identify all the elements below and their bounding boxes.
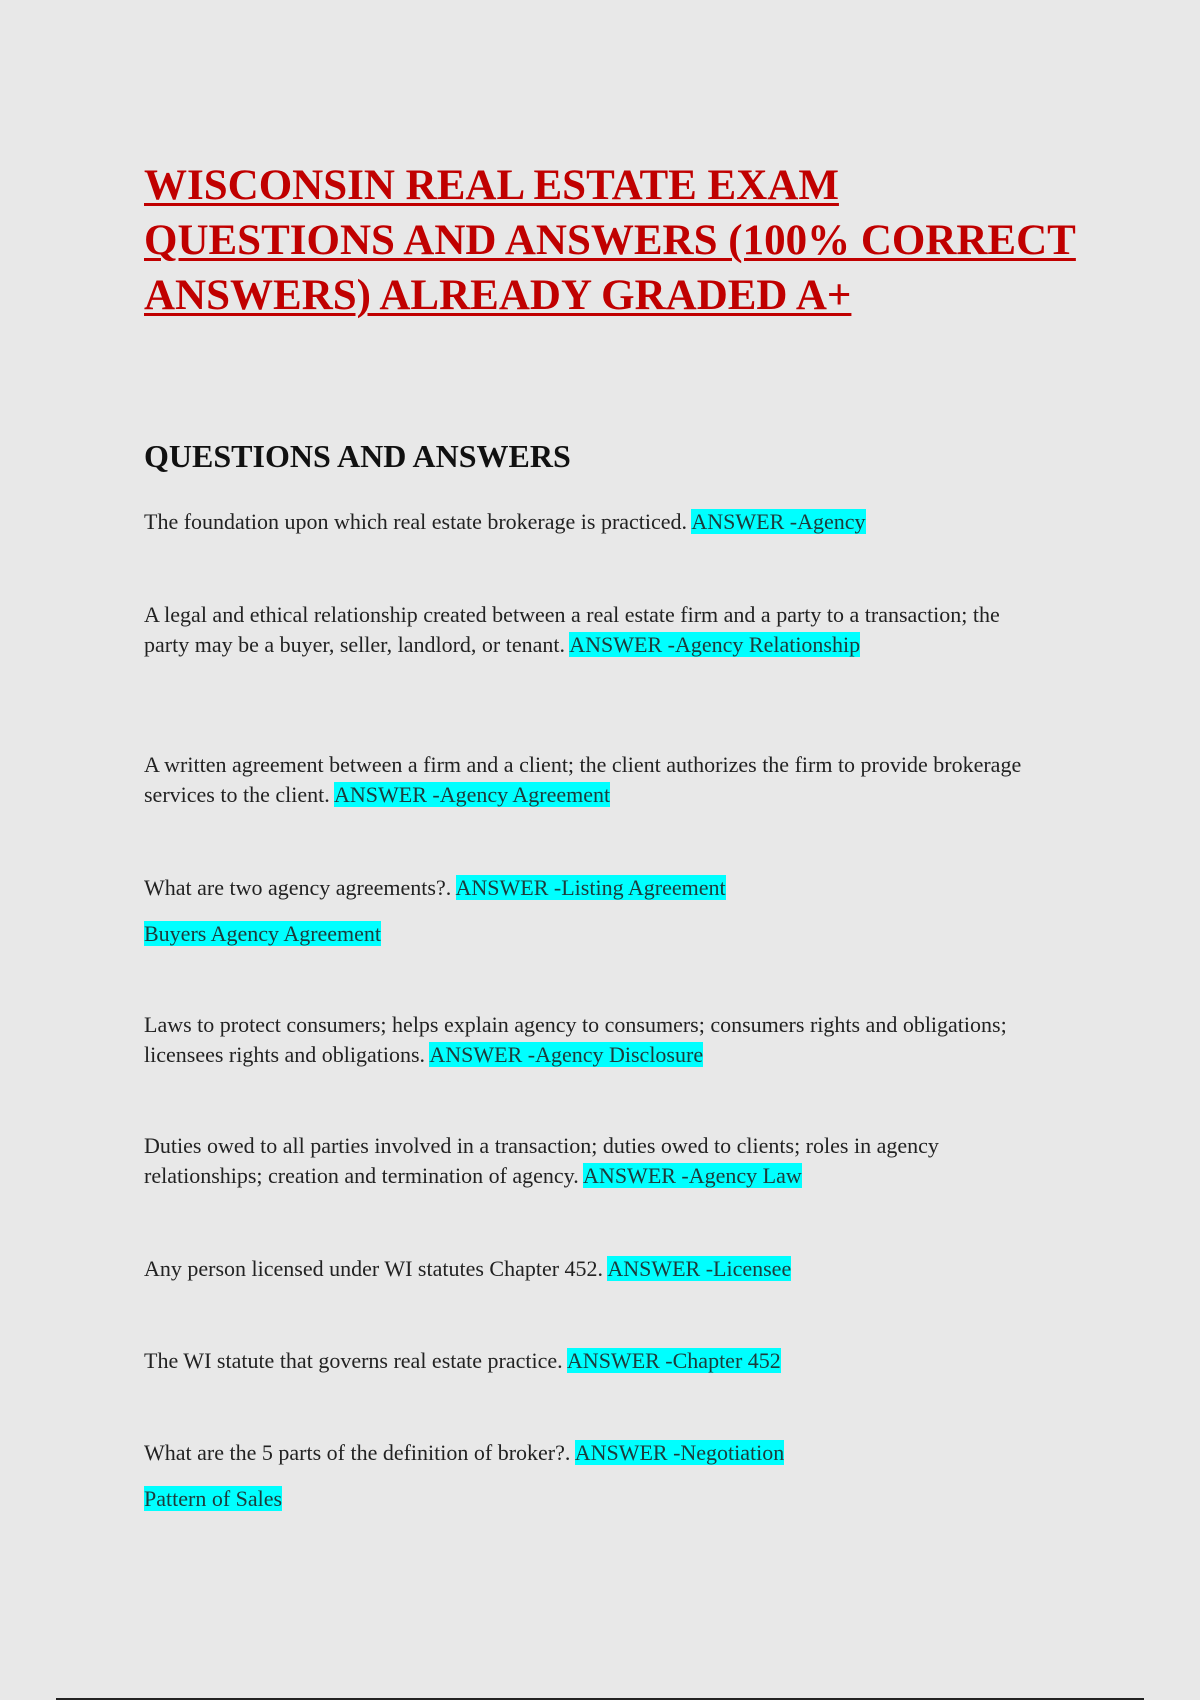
qa-item-4 [144,873,1044,903]
question-text: What are two agency agreements?. [144,875,456,900]
question-text: A legal and ethical relationship created between a real estate firm and a party to a transaction; the party may be a buyer, seller, landlord, or tenant. [144,602,1000,657]
answer-highlight: ANSWER -Agency [691,509,866,534]
qa-item-1 [144,507,1044,537]
answer-highlight: Pattern of Sales [144,1486,283,1511]
question-text: The WI statute that governs real estate practice. [144,1348,567,1373]
qa-item-8 [144,1346,1044,1376]
question-text: Duties owed to all parties involved in a transaction; duties owed to clients; roles in agency relationships; creation and termination of agency. [144,1133,939,1188]
answer-highlight: ANSWER -Agency Relationship [569,632,861,657]
question-text: What are the 5 parts of the definition of broker?. [144,1440,575,1465]
qa-item-9-answer-continued [144,1484,1044,1514]
answer-highlight: ANSWER -Negotiation [574,1440,785,1465]
answer-highlight: ANSWER -Chapter 452 [566,1348,781,1373]
qa-item-9 [144,1438,1044,1468]
qa-item-7 [144,1254,1044,1284]
question-text: Laws to protect consumers; helps explain agency to consumers; consumers rights and obligations; licensees rights and obligations. [144,1012,1007,1067]
question-text: The foundation upon which real estate brokerage is practiced. [144,509,692,534]
answer-highlight: Buyers Agency Agreement [144,921,382,946]
question-text: A written agreement between a firm and a client; the client authorizes the firm to provide brokerage services to the client. [144,752,1022,807]
section-heading: QUESTIONS AND ANSWERS [144,438,571,474]
qa-item-5 [144,1010,1044,1070]
qa-item-2 [144,600,1044,660]
answer-highlight: ANSWER -Agency Agreement [334,782,611,807]
qa-item-4-answer-continued [144,919,1044,949]
document-title: WISCONSIN REAL ESTATE EXAM QUESTIONS AND ANSWERS (100% CORRECT ANSWERS) ALREADY GRADED A+ [144,162,1076,319]
answer-highlight: ANSWER -Listing Agreement [455,875,726,900]
qa-item-6 [144,1131,1044,1191]
question-text: Any person licensed under WI statutes Chapter 452. [144,1256,608,1281]
answer-highlight: ANSWER -Agency Law [583,1163,802,1188]
qa-item-3 [144,750,1044,810]
answer-highlight: ANSWER -Licensee [607,1256,792,1281]
answer-highlight: ANSWER -Agency Disclosure [429,1042,704,1067]
